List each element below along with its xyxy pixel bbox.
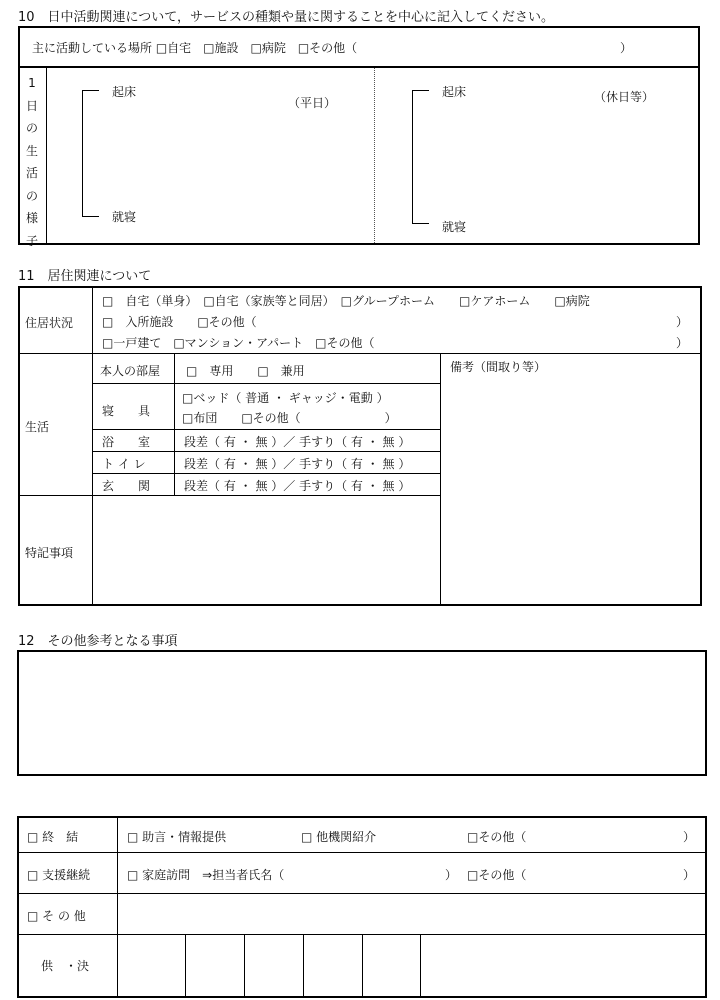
section-10-heading: 10 日中活動関連について，サービスの種類や量に関することを中心に記入してください。	[18, 10, 555, 25]
toilet-label: ト イ レ	[102, 457, 146, 471]
holiday-bracket	[412, 90, 429, 224]
divider	[92, 473, 440, 474]
divider	[440, 353, 441, 604]
weekday-sleep-label: 就寝	[112, 210, 137, 224]
activity-place-row[interactable]: 主に活動している場所 □自宅 □施設 □病院 □その他（	[32, 41, 358, 55]
divider	[19, 893, 705, 894]
section-10-box	[18, 26, 700, 248]
holiday-sleep-label: 就寝	[442, 220, 467, 234]
termination-checkbox[interactable]: □ 終 結	[27, 830, 79, 844]
row1-close-paren: ）	[683, 830, 696, 844]
housing-line-1[interactable]: □ 自宅（単身） □自宅（家族等と同居） □グループホーム □ケアホーム □病院	[102, 294, 590, 308]
divider	[303, 934, 304, 996]
toilet-step-text[interactable]: 段差（ 有 ・ 無 ）／ 手すり（ 有 ・ 無 ）	[184, 457, 411, 471]
row1-other-checkbox[interactable]: □その他（	[467, 830, 527, 844]
other-agency-checkbox[interactable]: □ 他機関紹介	[301, 830, 377, 844]
row2-mid-paren: ）	[445, 868, 458, 882]
divider	[19, 852, 705, 853]
housing-line-3[interactable]: □一戸建て □マンション・アパート □その他（	[102, 336, 375, 350]
home-visit-checkbox[interactable]: □ 家庭訪問 ⇒担当者氏名（	[127, 868, 285, 882]
activity-place-close: ）	[620, 41, 633, 55]
holiday-wake-label: 起床	[442, 85, 467, 99]
weekday-wake-label: 起床	[112, 85, 137, 99]
divider	[20, 495, 440, 496]
bedding-line-1[interactable]: □ベッド（ 普通 ・ ギャッジ・電動 ）	[182, 391, 389, 405]
divider	[92, 429, 440, 430]
special-notes-label: 特記事項	[25, 546, 74, 560]
approval-label: 供 ・決	[41, 959, 90, 973]
bathroom-step-text[interactable]: 段差（ 有 ・ 無 ）／ 手すり（ 有 ・ 無 ）	[184, 435, 411, 449]
divider	[92, 288, 93, 604]
divider	[20, 66, 698, 68]
divider	[20, 353, 700, 354]
section-11-box	[18, 286, 702, 606]
own-room-label: 本人の部屋	[100, 364, 161, 378]
row2-close-paren: ）	[683, 868, 696, 882]
row2-other-checkbox[interactable]: □その他（	[467, 868, 527, 882]
divider	[92, 451, 440, 452]
housing-line-2[interactable]: □ 入所施設 □その他（	[102, 315, 257, 329]
entrance-label: 玄 関	[102, 479, 151, 493]
dotted-divider	[374, 68, 375, 243]
divider	[185, 934, 186, 996]
section-11-heading: 11 居住関連について	[18, 269, 152, 284]
divider	[117, 818, 118, 996]
weekday-bracket	[82, 90, 99, 217]
other-checkbox[interactable]: □ そ の 他	[27, 909, 86, 923]
housing-line-2-close: ）	[676, 315, 689, 329]
bedding-label: 寝 具	[102, 404, 151, 418]
divider	[46, 68, 47, 243]
divider	[92, 383, 440, 384]
advice-info-checkbox[interactable]: □ 助言・情報提供	[127, 830, 227, 844]
bedding-line-2[interactable]: □布団 □その他（ ）	[182, 411, 397, 425]
divider	[244, 934, 245, 996]
entrance-step-text[interactable]: 段差（ 有 ・ 無 ）／ 手すり（ 有 ・ 無 ）	[184, 479, 411, 493]
housing-status-label: 住居状況	[25, 316, 74, 330]
divider	[362, 934, 363, 996]
own-room-value[interactable]: □ 専用 □ 兼用	[186, 364, 305, 378]
other-reference-textbox[interactable]	[17, 650, 707, 776]
divider	[420, 934, 421, 996]
section-12-heading: 12 その他参考となる事項	[18, 634, 178, 649]
living-label: 生活	[25, 420, 50, 434]
daily-life-side-label: 1 日 の 生 活 の 様 子	[25, 76, 38, 248]
remarks-label: 備考（間取り等）	[450, 360, 547, 374]
housing-line-3-close: ）	[676, 336, 689, 350]
closing-table	[17, 816, 707, 998]
bathroom-label: 浴 室	[102, 435, 151, 449]
weekday-label: （平日）	[288, 96, 337, 110]
continue-support-checkbox[interactable]: □ 支援継続	[27, 868, 91, 882]
holiday-label: （休日等）	[594, 90, 655, 104]
